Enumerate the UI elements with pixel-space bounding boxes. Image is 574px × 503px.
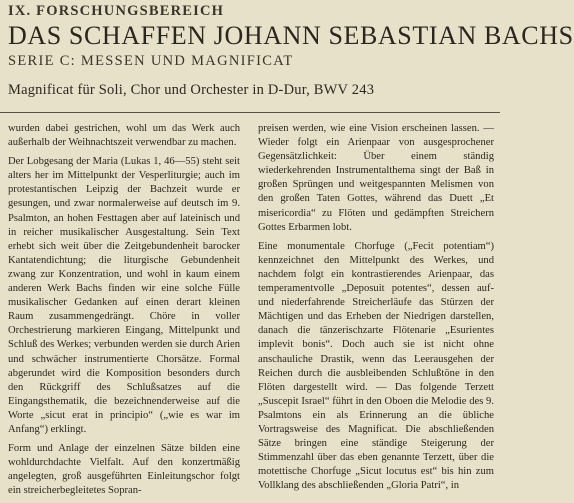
left-column: [8, 122, 240, 503]
work-title: Magnificat für Soli, Chor und Orchester in D-Dur, BWV 243: [8, 82, 375, 98]
serie-subtitle: SERIE C: MESSEN UND MAGNIFICAT: [8, 53, 294, 69]
series-heading: IX. FORSCHUNGSBEREICH: [8, 3, 225, 19]
right-column: [258, 122, 494, 498]
left-paragraph-2: Der Lobgesang der Maria (Lukas 1, 46—55) steht seit alters her im Mittelpunkt der Vesperliturgie; auch im protestantischen Leipzig der Bachzeit wurde er gesungen, und zwar normalerweise auf deutsch im 9. Psalmton, an hohen Festtagen aber auf lateinisch und in reicher musikalischer Ausgestaltung. Sein Text erhebt sich weit über die Zeitgebundenheit barocker Kantatendichtung; die liturgische Gebundenheit zwang zur Konzentration, und wohl in kaum einem anderen Werk Bachs finden wir eine solche Fülle musikalischer Gedanken auf einen derart kleinen Raum zusammengedrängt. Chöre in voller Orchestrierung markieren Eingang, Mittelpunkt und Schluß des Werkes; verbunden werden sie durch Arien und schwächer instrumentierte Chorsätze. Formal abgerundet wird die Komposition besonders durch den Rückgriff des Schlußsatzes auf die Eingangsthematik, die bezeichnenderweise auf die Worte „sicut erat in principio“ („wie es war im Anfang“) erklingt.: [8, 156, 240, 435]
left-paragraph-1: wurden dabei gestrichen, wohl um das Werk auch außerhalb der Weihnachtszeit verwendbar zu machen.: [8, 123, 240, 149]
left-paragraph-3: Form und Anlage der einzelnen Sätze bilden eine wohldurchdachte Vielfalt. Auf den konzertmäßig angelegten, groß ausgeführten Einleitungschor folgt ein streicherbegleitetes Sopran-: [8, 443, 240, 497]
main-title: DAS SCHAFFEN JOHANN SEBASTIAN BACHS: [8, 21, 574, 50]
right-paragraph-1: preisen werden, wie eine Vision erscheinen lassen. — Wieder folgt ein Arienpaar von ausgesprochener Gegensätzlichkeit: Über einem ständig wiederkehrenden Instrumentalthema singt der Baß in großen Sprüngen und weitgespannten Melismen von den großen Taten Gottes, während das Duett „Et misericordia“ zu Flöten und gedämpften Streichern Gottes Erbarmen lobt.: [258, 123, 494, 233]
right-paragraph-2: Eine monumentale Chorfuge („Fecit potentiam“) kennzeichnet den Mittelpunkt des Werkes, und nachdem folgt ein kontrastierendes Arienpaar, das temperamentvolle „Deposuit potentes“, dessen auf- und niederfahrende Streicherläufe das Stürzen der Mächtigen und das Erheben der Niedrigen darstellen, danach die tänzerischzarte Flötenarie „Esurientes implevit bonis“. Doch auch sie ist nicht ohne anschauliche Drastik, wenn das Leerausgehen der Reichen durch die ausbleibenden Schlußtöne in den Flöten dargestellt wird. — Das folgende Terzett „Suscepit Israel“ führt in den Oboen die Melodie des 9. Psalmtons ein als Erinnerung an die übliche Vortragsweise des Magnificat. Die abschließenden Sätze bringen eine ständige Steigerung der Stimmenzahl über das eben genannte Terzett, über die motettische Chorfuge „Sicut locutus est“ bis hin zum Vollklang des abschließenden „Gloria Patri“, in: [258, 240, 494, 492]
header-divider: [0, 112, 500, 113]
